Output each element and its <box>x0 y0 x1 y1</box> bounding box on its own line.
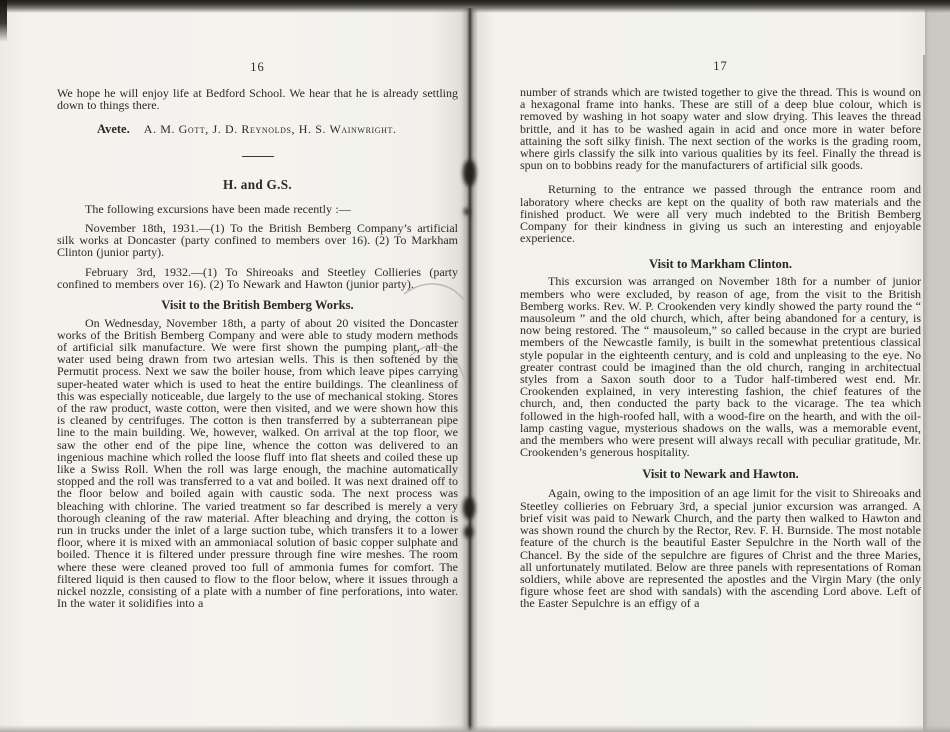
intro-paragraph: We hope he will enjoy life at Bedford School. We hear that he is already settling down to things there. <box>57 86 458 113</box>
page-edge-line <box>923 55 925 732</box>
scanner-corner-mark <box>0 0 7 42</box>
excursion-february: February 3rd, 1932.—(1) To Shireoaks and Steetley Collieries (party confined to members over 16). (2) To Newark and Hawton (junior party). <box>57 265 458 292</box>
excursions-intro: The following excursions have been made recently :— <box>85 202 351 217</box>
gutter-ink-blob <box>463 160 476 186</box>
returning-paragraph: Returning to the entrance we passed through the entrance room and laboratory where checks are kept on the quality of both raw materials and the finished product. We were all very much indebted to the British Bemberg Company for their kindness in giving us such an interesting and enjoyable experience. <box>520 182 921 246</box>
markham-heading: Visit to Markham Clinton. <box>649 257 792 272</box>
page-number: 16 <box>250 60 265 74</box>
newark-body: Again, owing to the imposition of an age limit for the visit to Shireoaks and Steetley collieries on February 3rd, a special junior excursion was arranged. A brief visit was paid to Newark Church, and the party then walked to Hawton and was shown round the church by the Rector, Rev. F. H. Burnside. The most notable feature of the church is the beautiful Easter Sepulchre in the North wall of the Chancel. By the side of the sepulchre are figures of Christ and the three Maries, all unfortunately mutilated. Below are three panels with representations of Roman soldiers, while above are represented the apostles and the Virgin Mary (the only figure whose feet are shod with sandals) with the ascending Lord above. Left of the Easter Sepulchre is an effigy of a <box>520 486 921 611</box>
page-17-column <box>520 0 921 610</box>
scan-right-strip <box>925 0 950 732</box>
excursion-november: November 18th, 1931.—(1) To the British Bemberg Company’s artificial silk works at Doncaster (party confined to members over 16). (2) To Markham Clinton (junior party). <box>57 220 458 260</box>
newark-heading: Visit to Newark and Hawton. <box>642 467 799 482</box>
avete-label: Avete. <box>97 122 130 137</box>
continuation-paragraph: number of strands which are twisted together to give the thread. This is wound on a hexagonal frame into hanks. These are still of a deep blue colour, which is removed by washing in hot soapy water and slow drying. This leaves the thread brittle, and it has to be washed again in acid and once more in water before attaining the soft silky finish. The next section of the works is the grading room, where girls classify the silk into various qualities by its feel. Finally the thread is spun on to bobbins ready for the manufacturers of artificial silk goods. <box>520 85 921 173</box>
page-16-column <box>57 0 458 610</box>
gutter-ink-blob <box>464 208 470 215</box>
bemberg-heading: Visit to the British Bemberg Works. <box>161 297 354 312</box>
avete-line <box>97 123 458 136</box>
scanner-bottom-edge <box>0 725 950 732</box>
page-number: 17 <box>713 59 728 73</box>
section-divider-rule <box>242 156 274 157</box>
gutter-ink-blob <box>463 497 475 519</box>
bemberg-body: On Wednesday, November 18th, a party of about 20 visited the Doncaster works of the British Bemberg Company and were able to study modern methods of artificial silk manufacture. We were first shown the pumping plant, all the water used being drawn from two artesian wells. This is then softened by the Permutit process. Next we saw the boiler house, from which leave pipes carrying super-heated water which is used to heat the entire buildings. The cleanliness of this was especially noticeable, due largely to the use of mechanical stoking. Stores of the raw product, waste cotton, were then visited, and we were shown how this is cleaned by centrifuges. The cotton is then transferred by a subterranean pipe line to the main building. We, however, walked. On arrival at the top floor, we saw the other end of the pipe line, whence the cotton was delivered to an ingenious machine which rolled the loose fluff into flat sheets and coiled these up like a Swiss Roll. When the roll was large enough, the machine automatically stopped and the roll was transferred to a vat and boiled. It was next drained off to the floor below and boiled again with caustic soda. The next process was bleaching with chlorine. The varied treatment so far described is merely a very thorough cleaning of the raw material. After bleaching and drying, the cotton is run in trucks under the inlet of a large suction tube, which transfers it to a lower floor, where it is mixed with an ammoniacal solution of basic copper sulphate and boiled. Thence it is filtered under pressure through fine wire meshes. The room where these were cleaned proved too full of ammonia fumes for comfort. The filtered liquid is then caused to flow to the floor below, where it issues through a nickel nozzle, consisting of a plate with a number of fine perforations, into water. In the water it solidifies into a <box>57 315 458 611</box>
gutter-ink-blob <box>464 526 473 538</box>
avete-names: A. M. Gott, J. D. Reynolds, H. S. Wainwright. <box>143 122 397 137</box>
section-heading: H. and G.S. <box>223 177 292 193</box>
markham-body: This excursion was arranged on November 18th for a number of junior members who were excluded, by reason of age, from the visit to the British Bemberg works. Rev. W. P. Crookenden very kindly showed the party round the “ mausoleum ” and the old church, which, after being abandoned for a century, is now being restored. The “ mausoleum,” so called because in the crypt are buried members of the Newcastle family, is built in the somewhat pretentious classical style popular in the eighteenth century, and is cold and unpleasing to the eye. No greater contrast could be imagined than the old church, ranging in architectual styles from a Saxon south door to a Tudor half-timbered west end. Mr. Crookenden explained, in very interesting fashion, the chief features of the church, and, then conducted the party back to the vicarage. The tea which followed in the high-roofed hall, with a wood-fire on the hearth, and with the oil-lamp casting vague, mysterious shadows on the walls, was a memorable event, and the members who were present will always recall with peculiar gratitude, Mr. Crookenden’s generous hospitality. <box>520 274 921 460</box>
